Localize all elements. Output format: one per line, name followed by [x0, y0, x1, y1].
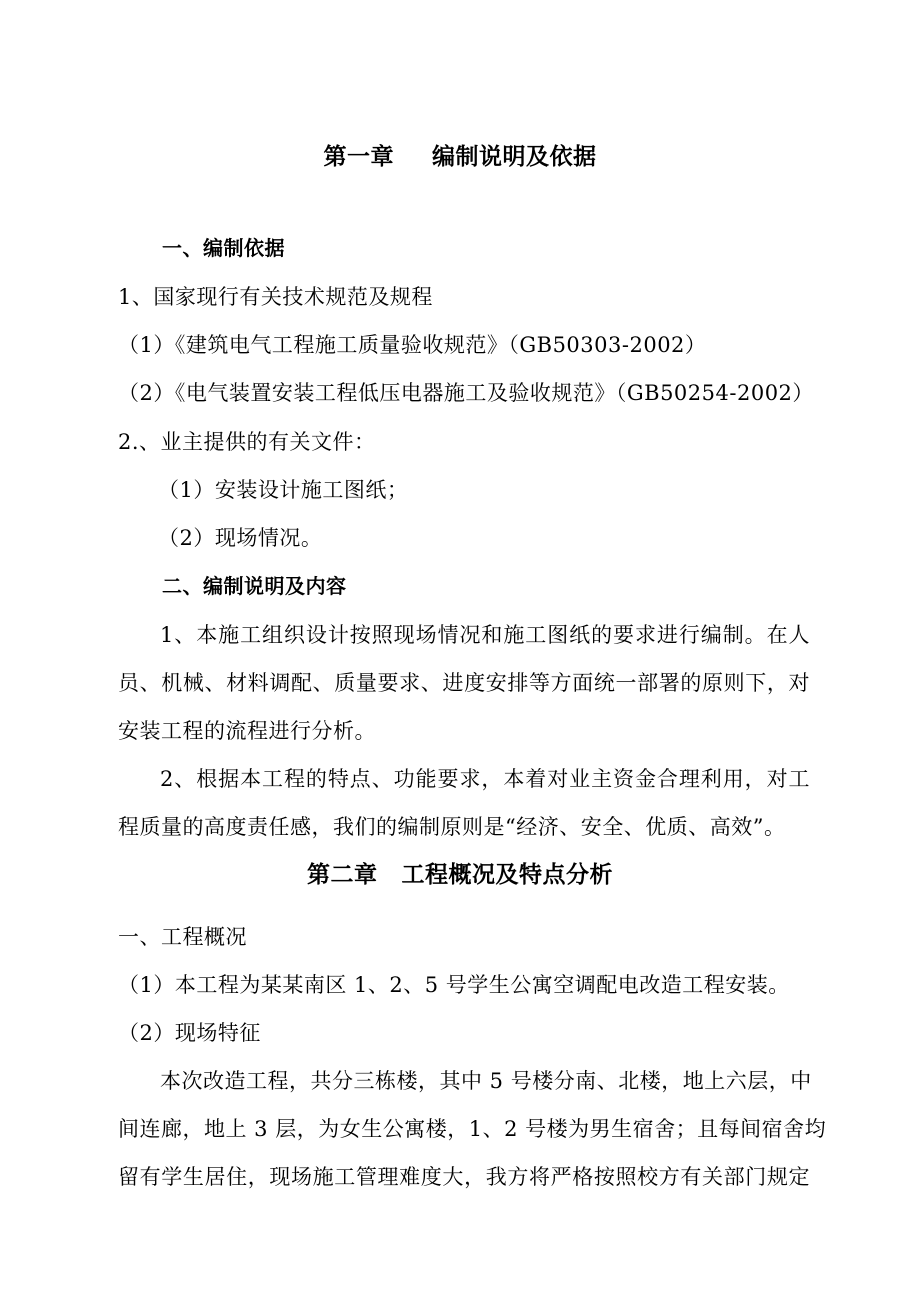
section-heading-basis: 一、编制依据: [162, 236, 285, 260]
description-paragraph-2-line-2: 程质量的高度责任感，我们的编制原则是“经济、安全、优质、高效”。: [118, 815, 786, 839]
chapter-1-name: 编制说明及依据: [432, 144, 597, 170]
section-heading-description: 二、编制说明及内容: [162, 574, 347, 598]
overview-paragraph-line-1: 本次改造工程，共分三栋楼，其中 5 号楼分南、北楼，地上六层，中: [160, 1069, 812, 1093]
overview-item-2: （2）现场特征: [118, 1021, 261, 1045]
basis-item-1-sub-1: （1）《建筑电气工程施工质量验收规范》（GB50303-2002）: [118, 333, 707, 357]
overview-paragraph-line-3: 留有学生居住，现场施工管理难度大，我方将严格按照校方有关部门规定: [118, 1165, 810, 1189]
chapter-2-title: [0, 860, 920, 890]
description-paragraph-1-line-1: 1、本施工组织设计按照现场情况和施工图纸的要求进行编制。在人: [160, 623, 810, 647]
overview-item-1: （1）本工程为某某南区 1、2、5 号学生公寓空调配电改造工程安装。: [118, 973, 790, 997]
chapter-2-number: 第二章: [307, 862, 378, 888]
overview-heading: 一、工程概况: [118, 925, 247, 949]
description-paragraph-2-line-1: 2、根据本工程的特点、功能要求，本着对业主资金合理利用，对工: [160, 767, 810, 791]
chapter-2-name: 工程概况及特点分析: [401, 862, 613, 888]
description-paragraph-1-line-3: 安装工程的流程进行分析。: [118, 719, 376, 743]
basis-item-2-sub-2: （2）现场情况。: [158, 526, 323, 550]
basis-item-1: 1、国家现行有关技术规范及规程: [118, 285, 433, 309]
basis-item-2: 2.、业主提供的有关文件：: [118, 430, 376, 454]
basis-item-1-sub-2: （2）《电气装置安装工程低压电器施工及验收规范》（GB50254-2002）: [118, 381, 814, 405]
basis-item-2-sub-1: （1）安装设计施工图纸；: [158, 478, 409, 502]
chapter-1-number: 第一章: [323, 144, 394, 170]
overview-paragraph-line-2: 间连廊，地上 3 层，为女生公寓楼，1、2 号楼为男生宿舍；且每间宿舍均: [118, 1117, 827, 1141]
chapter-1-title: [0, 142, 920, 172]
description-paragraph-1-line-2: 员、机械、材料调配、质量要求、进度安排等方面统一部署的原则下，对: [118, 671, 810, 695]
